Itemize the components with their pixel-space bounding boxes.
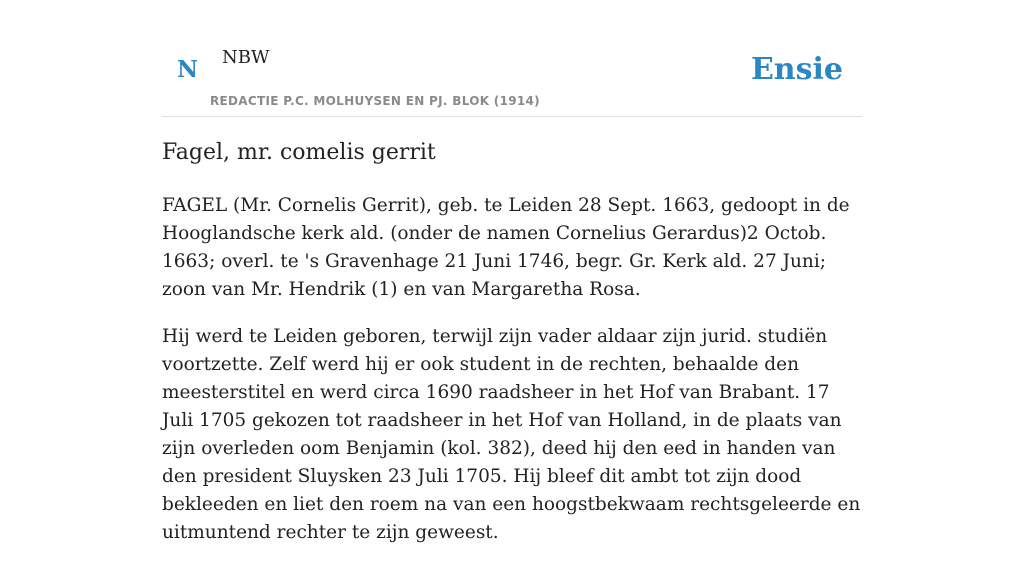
brand-logo[interactable]: Ensie bbox=[750, 52, 843, 87]
source-subtitle: REDACTIE P.C. MOLHUYSEN EN PJ. BLOK (1914) bbox=[210, 94, 540, 108]
source-logo[interactable]: N bbox=[177, 56, 199, 83]
source-name[interactable]: NBW bbox=[222, 47, 270, 68]
article-body bbox=[162, 192, 864, 566]
paragraph: Hij werd te Leiden geboren, terwijl zijn vader aldaar zijn jurid. studiën voortzette. Zelf werd hij er ook student in de rechten, behaalde den meesterstitel en werd circa 1690 raadsheer in het Hof van Brabant. 17 Juli 1705 gekozen tot raadsheer in het Hof van Holland, in de plaats van zijn overleden oom Benjamin (kol. 382), deed hij den eed in handen van den president Sluysken 23 Juli 1705. Hij bleef dit ambt tot zijn dood bekleeden en liet den roem na van een hoogstbekwaam rechtsgeleerde en uitmuntend rechter te zijn geweest. bbox=[162, 326, 861, 543]
paragraph: FAGEL (Mr. Cornelis Gerrit), geb. te Leiden 28 Sept. 1663, gedoopt in de Hooglandsche kerk ald. (onder de namen Cornelius Gerardus)2 Octob. 1663; overl. te 's Gravenhage 21 Juni 1746, begr. Gr. Kerk ald. 27 Juni; zoon van Mr. Hendrik (1) en van Margaretha Rosa. bbox=[162, 195, 850, 300]
page-header bbox=[162, 0, 862, 117]
article-title: Fagel, mr. comelis gerrit bbox=[162, 140, 436, 165]
